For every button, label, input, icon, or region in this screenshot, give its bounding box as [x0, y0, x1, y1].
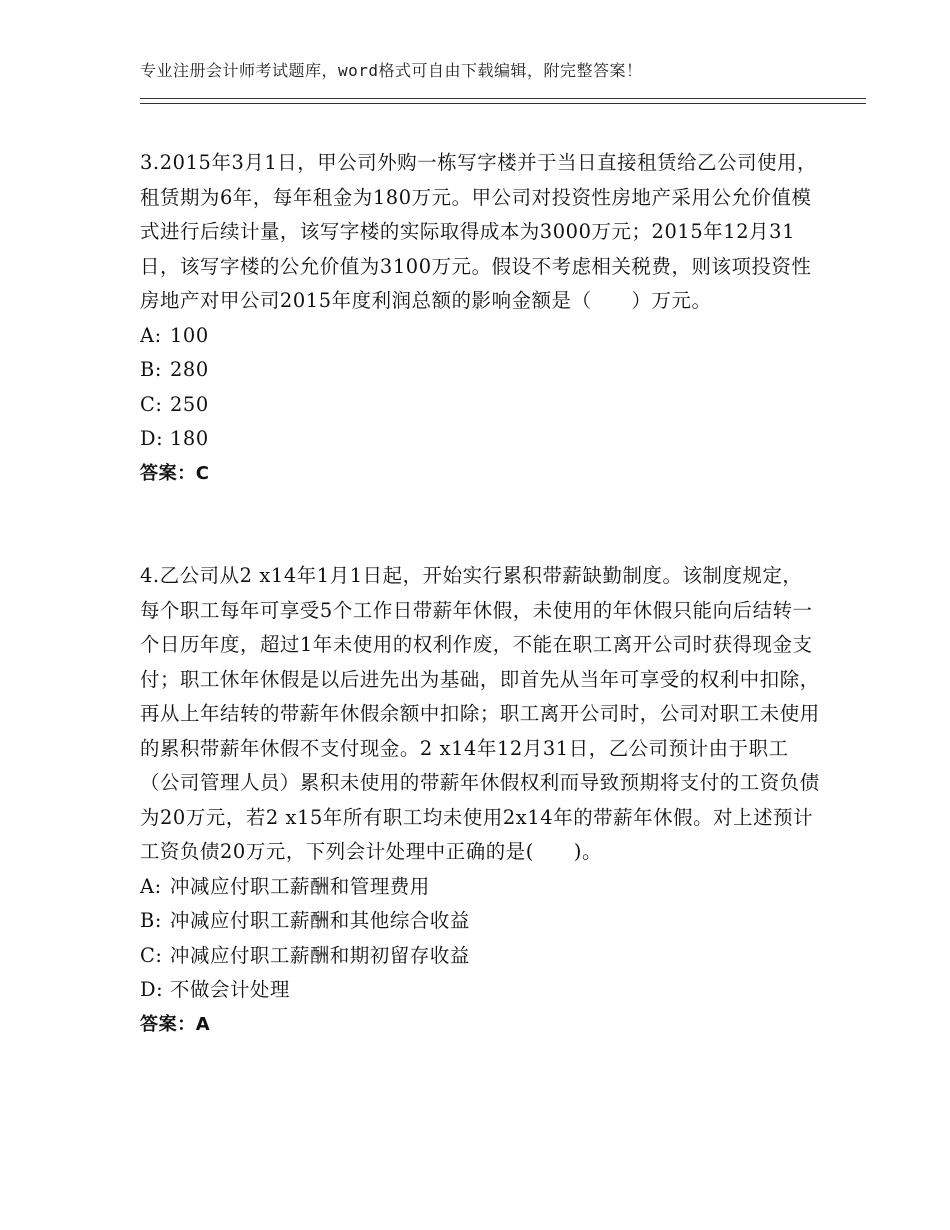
option-b: [140, 353, 820, 388]
answer-line: 答案：C: [140, 462, 210, 484]
option-key: C:: [140, 943, 163, 967]
option-key: D:: [140, 978, 164, 1001]
option-key: B:: [140, 909, 162, 932]
question-stem: 3.2015年3月1日，甲公司外购一栋写字楼并于当日直接租赁给乙公司使用，租赁期为6年，每年租金为180万元。甲公司对投资性房地产采用公允价值模式进行后续计量，该写字楼的实际取得成本为3000万元；2015年12月31日，该写字楼的公允价值为3100万元。假设不考虑相关税费，则该项投资性房地产对甲公司2015年度利润总额的影响金额是（ ）万元。: [140, 151, 818, 312]
option-a: [140, 319, 820, 354]
option-key: B:: [140, 358, 162, 381]
option-c: [140, 939, 820, 974]
option-text: 180: [170, 427, 209, 450]
option-text: 不做会计处理: [170, 978, 290, 1001]
option-d: [140, 422, 820, 457]
option-key: A:: [140, 874, 162, 898]
option-text: 冲减应付职工薪酬和其他综合收益: [170, 909, 470, 932]
option-text: 冲减应付职工薪酬和管理费用: [170, 874, 430, 898]
option-b: [140, 904, 820, 939]
option-a: [140, 870, 820, 905]
option-c: [140, 388, 820, 423]
question-stem: 4.乙公司从2 x14年1月1日起，开始实行累积带薪缺勤制度。该制度规定，每个职工每年可享受5个工作日带薪年休假，未使用的年休假只能向后结转一个日历年度，超过1年未使用的权利作废，不能在职工离开公司时获得现金支付；职工休年休假是以后进先出为基础，即首先从当年可享受的权利中扣除，再从上年结转的带薪年休假余额中扣除；职工离开公司时，公司对职工未使用的累积带薪年休假不支付现金。2 x14年12月31日，乙公司预计由于职工（公司管理人员）累积未使用的带薪年休假权利而导致预期将支付的工资负债为20万元，若2 x15年所有职工均未使用2x14年的带薪年休假。对上述预计工资负债20万元，下列会计处理中正确的是( )。: [140, 564, 820, 863]
header-rule-top: [140, 98, 866, 99]
option-text: 冲减应付职工薪酬和期初留存收益: [170, 943, 470, 967]
answer-line: 答案：A: [140, 1013, 211, 1035]
option-key: D:: [140, 427, 164, 450]
option-text: 250: [170, 392, 209, 416]
question-3: [140, 146, 820, 491]
page-header-text: 专业注册会计师考试题库，word格式可自由下载编辑，附完整答案！: [140, 61, 643, 80]
option-text: 280: [170, 358, 209, 381]
option-d: [140, 973, 820, 1008]
header-rule-bottom: [140, 103, 866, 104]
option-text: 100: [170, 323, 209, 347]
option-key: C:: [140, 392, 163, 416]
question-4: [140, 559, 820, 1042]
option-key: A:: [140, 323, 162, 347]
